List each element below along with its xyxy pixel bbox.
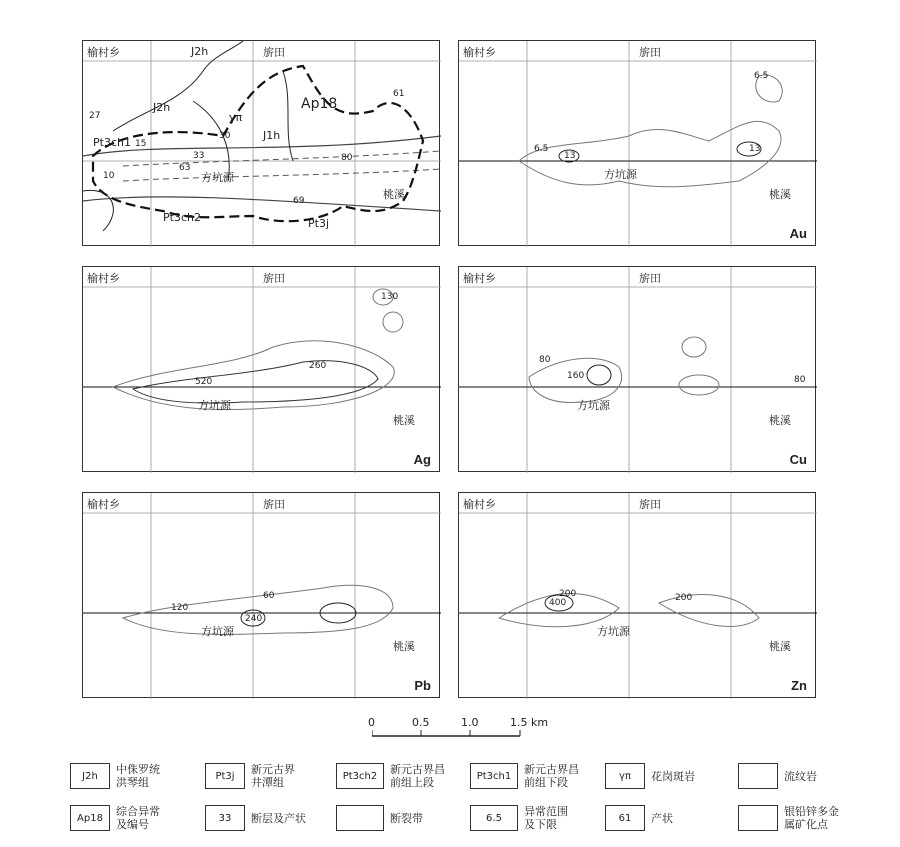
place-label: 桃溪	[769, 640, 791, 653]
place-label: 旂田	[263, 272, 285, 285]
dip-value: 10	[103, 171, 115, 181]
geo-label: J2h	[191, 45, 209, 58]
contour-label: 60	[263, 591, 275, 601]
geo-label: J2h	[153, 101, 171, 114]
legend-symbol: Ap18	[70, 805, 110, 831]
legend-text: 新元古界昌 前组上段	[390, 763, 445, 789]
scale-tick: 0.5	[412, 716, 430, 729]
contour-label: 13	[564, 151, 576, 161]
contour-label: 130	[381, 292, 399, 302]
legend-text: 异常范围 及下限	[524, 805, 568, 831]
dip-value: 27	[89, 111, 101, 121]
dip-value: 80	[341, 153, 353, 163]
geo-label: γπ	[229, 111, 243, 124]
dip-value: 30	[219, 131, 231, 141]
place-label: 桃溪	[393, 414, 415, 427]
contour-label: 520	[195, 377, 213, 387]
scale-bar	[368, 716, 549, 746]
place-label: 旂田	[639, 46, 661, 59]
anomaly-id: Ap18	[301, 96, 338, 112]
legend-text: 新元古界昌 前组下段	[524, 763, 579, 789]
legend-text: 银铅锌多金 属矿化点	[784, 805, 839, 831]
geo-label: Pt3j	[308, 217, 330, 230]
geo-label: Pt3ch2	[163, 211, 201, 224]
legend-text: 流纹岩	[784, 770, 817, 783]
legend-symbol: 61	[605, 805, 645, 831]
place-label: 榆村乡	[463, 498, 496, 511]
legend-text: 综合异常 及编号	[116, 805, 160, 831]
geo-label: Pt3ch1	[93, 136, 131, 149]
legend-symbol	[738, 763, 778, 789]
pb-anomaly-panel	[82, 492, 440, 698]
contour-label: 400	[549, 598, 567, 608]
place-label: 榆村乡	[87, 46, 120, 59]
cu-contours	[459, 267, 817, 473]
contour-label: 260	[309, 361, 327, 371]
place-label: 旂田	[639, 272, 661, 285]
legend-symbol	[336, 805, 384, 831]
geo-label: J1h	[263, 129, 281, 142]
place-label: 旂田	[639, 498, 661, 511]
au-anomaly-panel	[458, 40, 816, 246]
place-label: 桃溪	[769, 414, 791, 427]
dip-value: 61	[393, 89, 405, 99]
contour-label: 120	[171, 603, 189, 613]
scale-tick: 1.0	[461, 716, 479, 729]
place-label: 桃溪	[769, 188, 791, 201]
legend-text: 中侏罗统 洪琴组	[116, 763, 160, 789]
legend-symbol: Pt3ch1	[470, 763, 518, 789]
contour-label: 6.5	[534, 144, 549, 154]
place-label: 方坑源	[604, 168, 637, 181]
legend-symbol: J2h	[70, 763, 110, 789]
contour-label: 6.5	[754, 71, 769, 81]
place-label: 方坑源	[198, 399, 231, 412]
contour-label: 80	[539, 355, 551, 365]
contour-label: 160	[567, 371, 585, 381]
place-label: 榆村乡	[463, 46, 496, 59]
legend-symbol	[738, 805, 778, 831]
contour-label: 13	[749, 144, 761, 154]
legend-symbol: 6.5	[470, 805, 518, 831]
dip-value: 69	[293, 196, 305, 206]
scale-tick: 1.5 km	[510, 716, 549, 729]
legend-symbol: 33	[205, 805, 245, 831]
place-label: 桃溪	[383, 188, 405, 201]
geology-map-panel	[82, 40, 440, 246]
place-label: 方坑源	[201, 171, 234, 184]
legend-text: 花岗斑岩	[651, 770, 695, 783]
legend-symbol: γπ	[605, 763, 645, 789]
cu-anomaly-panel	[458, 266, 816, 472]
element-label: Cu	[789, 452, 807, 467]
zn-anomaly-panel	[458, 492, 816, 698]
dip-value: 63	[179, 163, 191, 173]
place-label: 榆村乡	[87, 272, 120, 285]
contour-label: 240	[245, 614, 263, 624]
place-label: 榆村乡	[87, 498, 120, 511]
place-label: 方坑源	[577, 399, 610, 412]
contour-label: 200	[675, 593, 693, 603]
element-label: Au	[789, 226, 807, 241]
legend-text: 断裂带	[390, 812, 423, 825]
scale-tick: 0	[368, 716, 375, 729]
legend-symbol: Pt3ch2	[336, 763, 384, 789]
legend-text: 产状	[651, 812, 673, 825]
ag-anomaly-panel	[82, 266, 440, 472]
place-label: 方坑源	[201, 625, 234, 638]
place-label: 桃溪	[393, 640, 415, 653]
place-label: 旂田	[263, 46, 285, 59]
dip-value: 33	[193, 151, 205, 161]
element-label: Zn	[791, 678, 807, 693]
dip-value: 15	[135, 139, 147, 149]
contour-label: 80	[794, 375, 806, 385]
legend-symbol: Pt3j	[205, 763, 245, 789]
place-label: 旂田	[263, 498, 285, 511]
scale-bar-graphic	[372, 716, 522, 746]
place-label: 榆村乡	[463, 272, 496, 285]
place-label: 方坑源	[597, 625, 630, 638]
element-label: Pb	[414, 678, 431, 693]
legend-text: 断层及产状	[251, 812, 306, 825]
pb-contours	[83, 493, 441, 699]
legend-text: 新元古界 井潭组	[251, 763, 295, 789]
contour-label: 200	[559, 589, 577, 599]
zn-contours	[459, 493, 817, 699]
element-label: Ag	[413, 452, 431, 467]
